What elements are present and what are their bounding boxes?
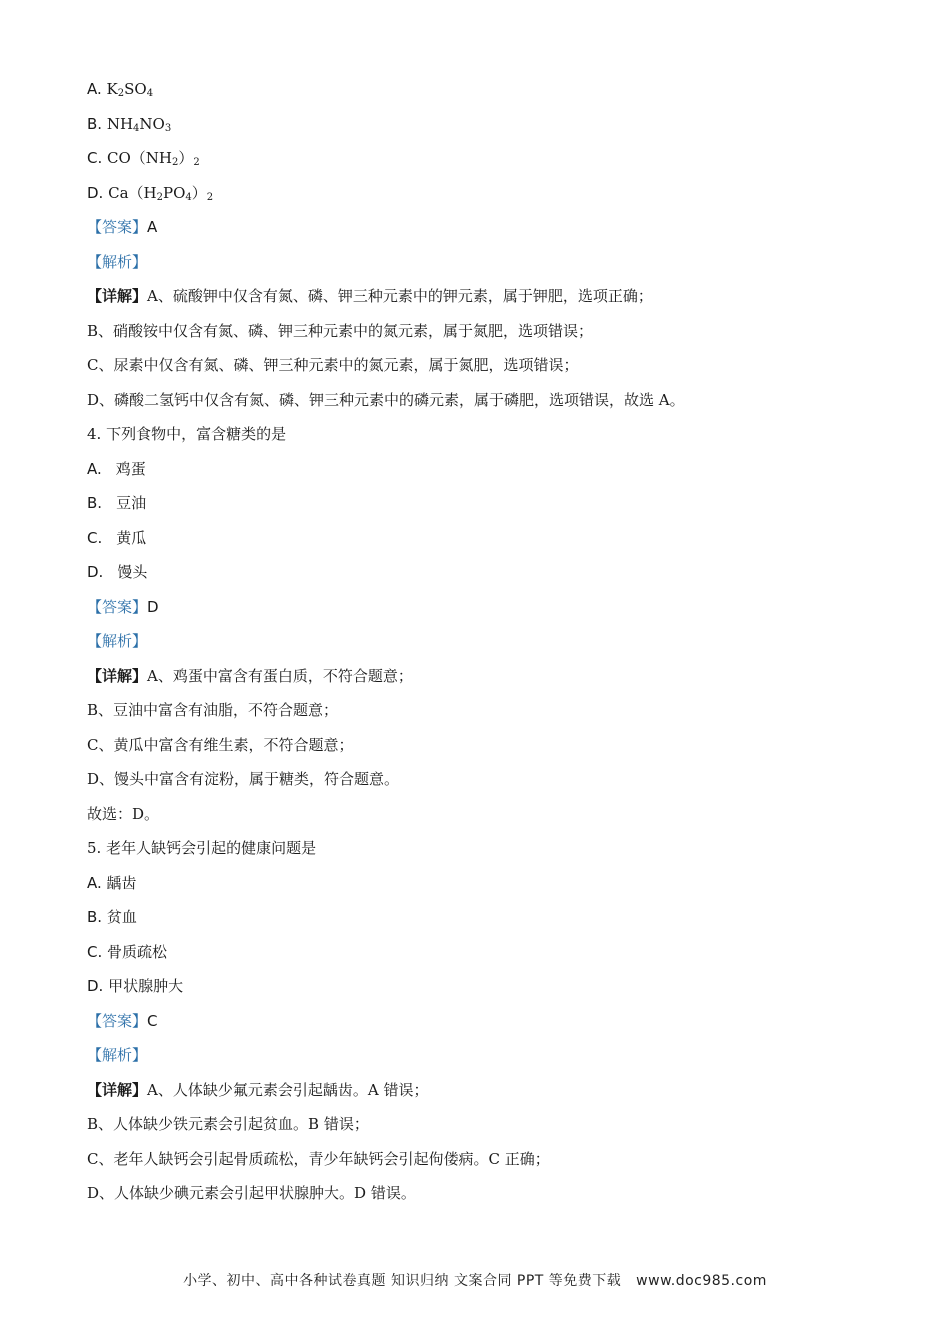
option-d: D. 馒头: [87, 563, 148, 581]
detail-line: B、人体缺少铁元素会引起贫血。B 错误；: [87, 1115, 369, 1133]
detail-line: 【详解】A、人体缺少氟元素会引起龋齿。A 错误；: [87, 1080, 429, 1099]
conclusion-line: 故选：D。: [87, 804, 160, 823]
analysis-label: 【解析】: [87, 1046, 148, 1064]
detail-line: C、黄瓜中富含有维生素，不符合题意；: [87, 735, 354, 754]
question-title: 4. 下列食物中，富含糖类的是: [87, 425, 287, 443]
detail-line: D、磷酸二氢钙中仅含有氮、磷、钾三种元素中的磷元素，属于磷肥，选项错误，故选 A。: [87, 390, 685, 409]
detail-line: C、尿素中仅含有氮、磷、钾三种元素中的氮元素，属于氮肥，选项错误；: [87, 356, 579, 374]
detail-line: C、老年人缺钙会引起骨质疏松，青少年缺钙会引起佝偻病。C 正确；: [87, 1149, 550, 1168]
footer-link[interactable]: www.doc985.com: [636, 1273, 767, 1289]
detail-line: D、馒头中富含有淀粉，属于糖类，符合题意。: [87, 770, 400, 788]
detail-line: 【详解】A、硫酸钾中仅含有氮、磷、钾三种元素中的钾元素，属于钾肥，选项正确；: [87, 287, 653, 305]
option-b: B. $NH_4NO_3$: [87, 114, 172, 134]
analysis-label: 【解析】: [87, 632, 148, 650]
detail-line: B、硝酸铵中仅含有氮、磷、钾三种元素中的氮元素，属于氮肥，选项错误；: [87, 321, 594, 340]
detail-line: D、人体缺少碘元素会引起甲状腺肿大。D 错误。: [87, 1184, 416, 1202]
option-a: A. $K_2SO_4$: [87, 80, 154, 99]
option-b: B. 豆油: [87, 494, 147, 512]
option-c: C. 黄瓜: [87, 528, 147, 547]
answer-line: 【答案】C: [87, 1011, 158, 1030]
option-d: D. $Ca(H_2PO_4)_2$: [87, 183, 214, 203]
option-b: B. 贫血: [87, 908, 137, 926]
page-footer: [0, 1270, 950, 1290]
detail-line: 【详解】A、鸡蛋中富含有蛋白质，不符合题意；: [87, 666, 413, 685]
option-c: C. $CO(NH_2)_2$: [87, 149, 200, 168]
answer-line: 【答案】D: [87, 597, 159, 616]
option-a: A. 鸡蛋: [87, 459, 146, 478]
detail-line: B、豆油中富含有油脂，不符合题意；: [87, 701, 339, 719]
question-title: 5. 老年人缺钙会引起的健康问题是: [87, 839, 317, 857]
option-d: D. 甲状腺肿大: [87, 977, 184, 995]
option-c: C. 骨质疏松: [87, 942, 168, 961]
option-a: A. 龋齿: [87, 873, 137, 892]
analysis-label: 【解析】: [87, 252, 148, 271]
document-page: [87, 72, 887, 1211]
footer-text: 小学、初中、高中各种试卷真题 知识归纳 文案合同 PPT 等免费下载: [183, 1273, 622, 1289]
answer-line: 【答案】A: [87, 218, 158, 236]
